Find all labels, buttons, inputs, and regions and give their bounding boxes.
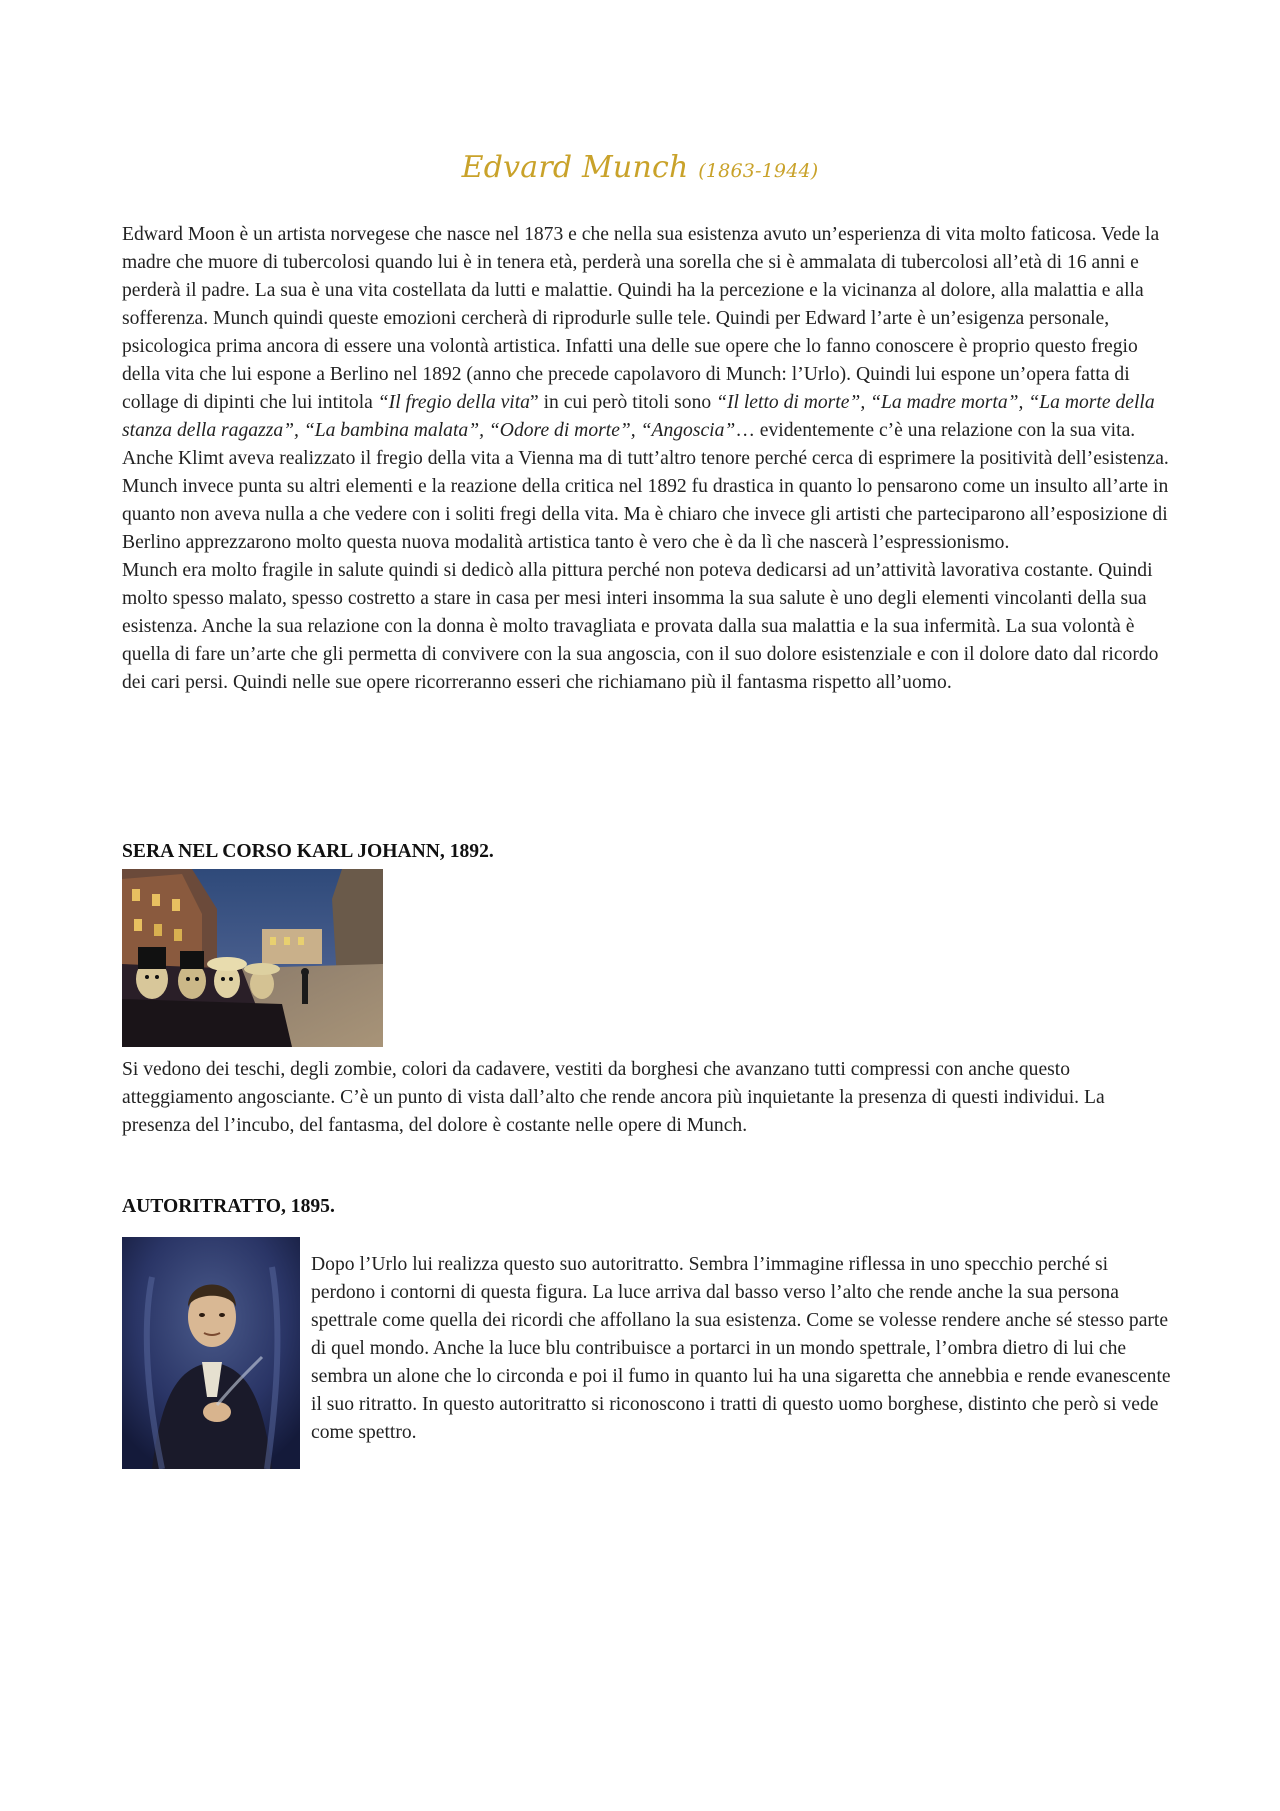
page-title bbox=[0, 150, 1280, 185]
painting-autoritratto bbox=[122, 1237, 300, 1469]
intro-frieze-title: “Il fregio della vita bbox=[377, 392, 530, 413]
title-years: (1863-1944) bbox=[698, 160, 819, 182]
intro-paragraph-2: Munch era molto fragile in salute quindi si dedicò alla pittura perché non poteva dedicarsi ad un’attività lavorativa costante. Quindi molto spesso malato, spesso costretto a stare in casa per mesi interi insomma la sua salute è uno degli elementi vincolanti della sua esistenza. Anche la sua relazione con la donna è molto travagliata e provata dalla sua malattia e la sua infermità. La sua volontà è quella di fare un’arte che gli permetta di convivere con la sua angoscia, con il suo dolore esistenziale e con il dolore dato dal ricordo dei cari persi. Quindi nelle sue opere ricorreranno esseri che richiamano più il fantasma rispetto all’uomo. bbox=[122, 560, 1159, 693]
section-heading-autoritratto: AUTORITRATTO, 1895. bbox=[122, 1196, 335, 1217]
intro-text-a: Edward Moon è un artista norvegese che nasce nel 1873 e che nella sua esistenza avuto un’esperienza di vita molto faticosa. Vede la madre che muore di tubercolosi quando lui è in tenera età, perderà una sorella che si è ammalata di tubercolosi all’età di 16 anni e perderà il padre. La sua è una vita costellata da lutti e malattie. Quindi ha la percezione e la vicinanza al dolore, alla malattia e alla sofferenza. Munch quindi queste emozioni cercherà di riprodurle sulle tele. Quindi per Edward l’arte è un’esigenza personale, psicologica prima ancora di essere una volontà artistica. Infatti una delle sue opere che lo fanno conoscere è proprio questo fregio della vita che lui espone a Berlino nel 1892 (anno che precede capolavoro di Munch: l’Urlo). Quindi lui espone un’opera fatta di collage di dipinti che lui intitola bbox=[122, 224, 1160, 413]
sera-description: Si vedono dei teschi, degli zombie, colori da cadavere, vestiti da borghesi che avanzano tutti compressi con anche questo atteggiamento angosciante. C’è un punto di vista dall’alto che rende ancora più inquietante la presenza di questi individui. La presenza del l’incubo, del fantasma, del dolore è costante nelle opere di Munch. bbox=[122, 1059, 1105, 1136]
autoritratto-section bbox=[311, 1251, 1172, 1447]
intro-works-list: “Il letto di morte”, “La madre morta”, “La morte della stanza della ragazza”, “La bambina malata”, “Odore di morte”, “Angoscia” bbox=[122, 392, 1155, 441]
sera-section bbox=[122, 1056, 1172, 1140]
autoritratto-description: Dopo l’Urlo lui realizza questo suo autoritratto. Sembra l’immagine riflessa in uno specchio perché si perdono i contorni di questa figura. La luce arriva dal basso verso l’alto che rende anche la sua persona spettrale come quella dei ricordi che affollano la sua esistenza. Come se volesse rendere anche sé stesso parte di quel mondo. Anche la luce blu contribuisce a portarci in un mondo spettrale, l’ombra dietro di lui che sembra un alone che lo circonda e poi il fumo in quanto lui ha una sigaretta che annebbia e rende evanescente il suo ritratto. In questo autoritratto si riconoscono i tratti di questo uomo borghese, distinto che però si vede come spettro. bbox=[311, 1254, 1171, 1443]
title-name: Edvard Munch bbox=[461, 150, 689, 185]
section-heading-sera: SERA NEL CORSO KARL JOHANN, 1892. bbox=[122, 841, 494, 862]
painting-sera-karl-johann bbox=[122, 869, 383, 1047]
intro-paragraph-1 bbox=[122, 221, 1172, 557]
intro-text-c: … evidentemente c’è una relazione con la sua vita. Anche Klimt aveva realizzato il fregio della vita a Vienna ma di tutt’altro tenore perché cerca di esprimere la positività dell’esistenza. Munch invece punta su altri elementi e la reazione della critica nel 1892 fu drastica in quanto lo pensarono come un insulto all’arte in quanto non aveva nulla a che vedere con i soliti fregi della vita. Ma è chiaro che invece gli artisti che parteciparono all’esposizione di Berlino apprezzarono molto questa nuova modalità artistica tanto è vero che è da lì che nascerà l’espressionismo. bbox=[122, 420, 1169, 553]
intro-text-b: ” in cui però titoli sono bbox=[529, 392, 717, 413]
intro-section bbox=[122, 221, 1172, 697]
